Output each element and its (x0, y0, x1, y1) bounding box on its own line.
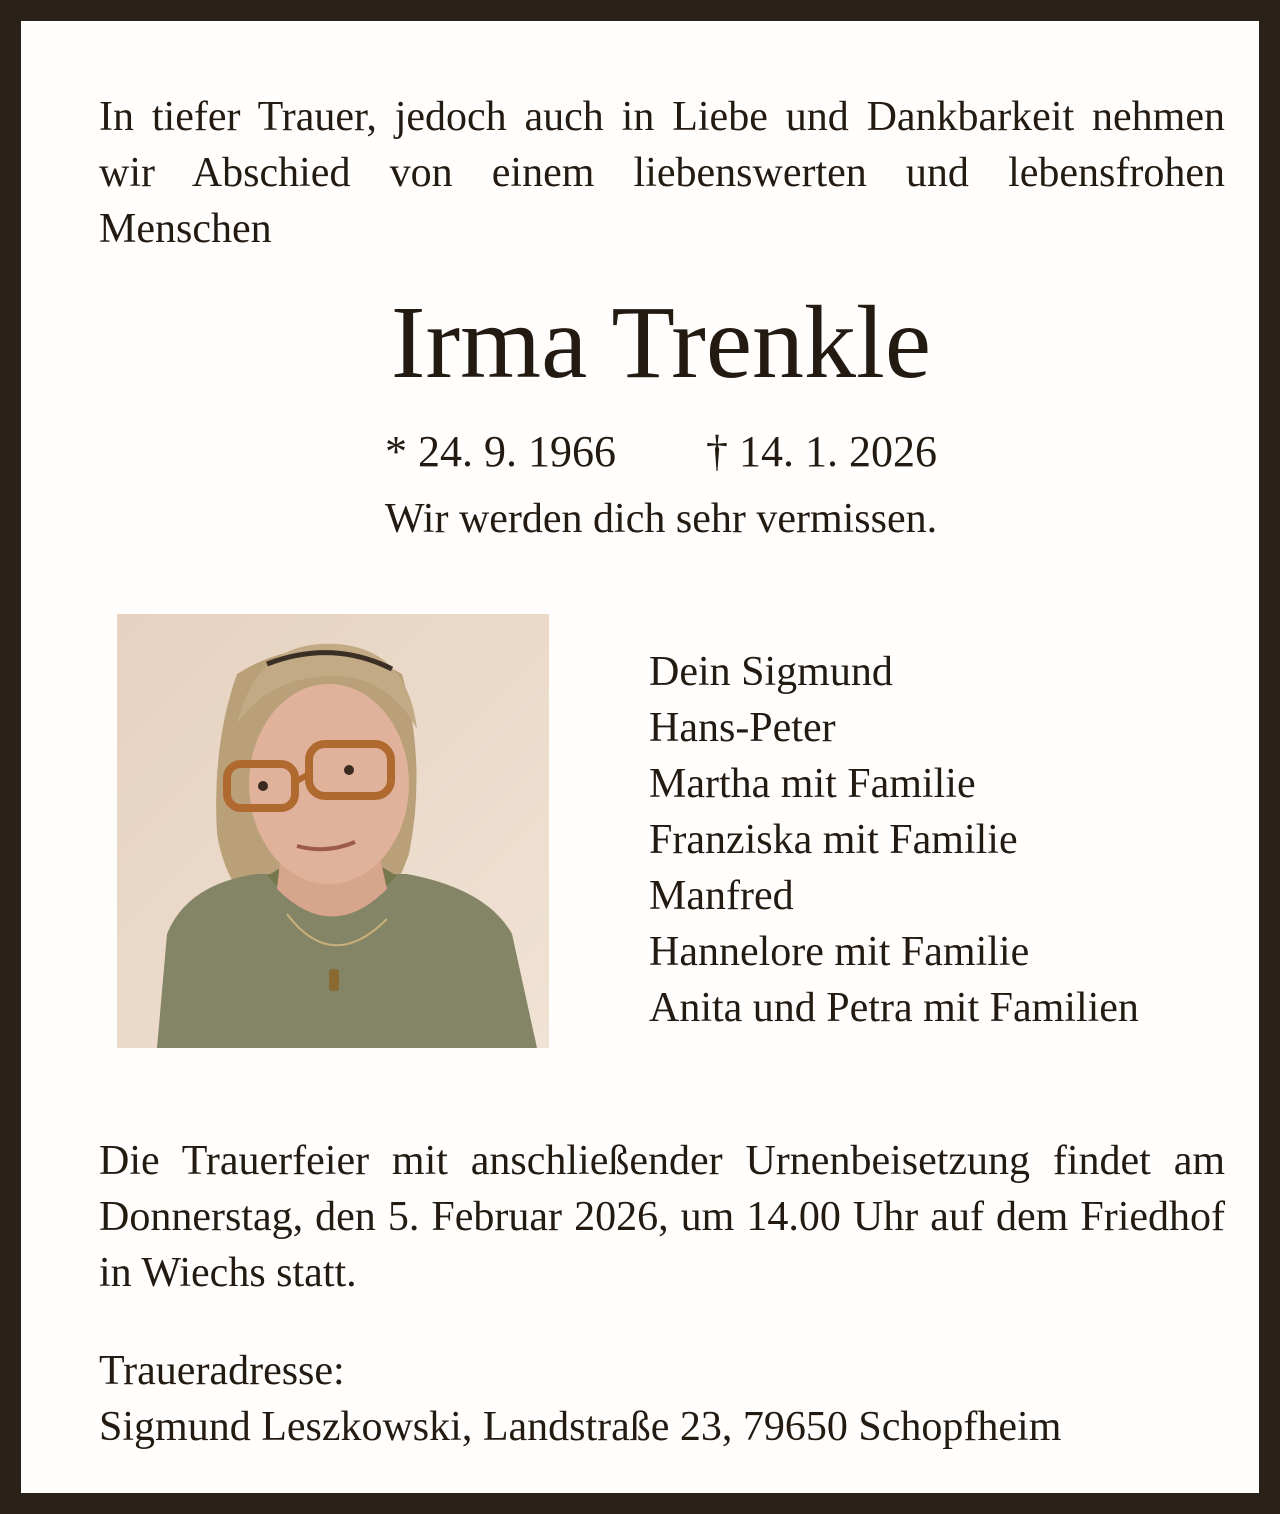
list-item: Franziska mit Familie (649, 817, 1018, 863)
list-item: Martha mit Familie (649, 761, 976, 807)
address-label: Traueradresse: (99, 1348, 345, 1394)
list-item: Dein Sigmund (649, 649, 893, 695)
list-item: Hans-Peter (649, 705, 836, 751)
deceased-name: Irma Trenkle (390, 285, 932, 400)
address: Sigmund Leszkowski, Landstraße 23, 79650 Schopfheim (99, 1404, 1062, 1450)
portrait-photo (117, 614, 549, 1048)
mourners-list (649, 644, 1139, 1036)
death-date: † 14. 1. 2026 (706, 427, 937, 476)
list-item: Hannelore mit Familie (649, 929, 1030, 975)
motto: Wir werden dich sehr vermissen. (384, 496, 938, 542)
intro-text: In tiefer Trauer, jedoch auch in Liebe und Dankbarkeit nehmen wir Abschied von einem liebenswerten und lebensfrohen Menschen (99, 94, 1225, 252)
ceremony-text: Die Trauerfeier mit anschließender Urnenbeisetzung findet am Donnerstag, den 5. Februar 2026, um 14.00 Uhr auf dem Friedhof in Wiechs statt. (99, 1138, 1225, 1296)
list-item: Anita und Petra mit Familien (649, 985, 1139, 1031)
life-dates (21, 425, 1280, 479)
list-item: Manfred (649, 873, 794, 919)
birth-date: * 24. 9. 1966 (385, 427, 616, 476)
